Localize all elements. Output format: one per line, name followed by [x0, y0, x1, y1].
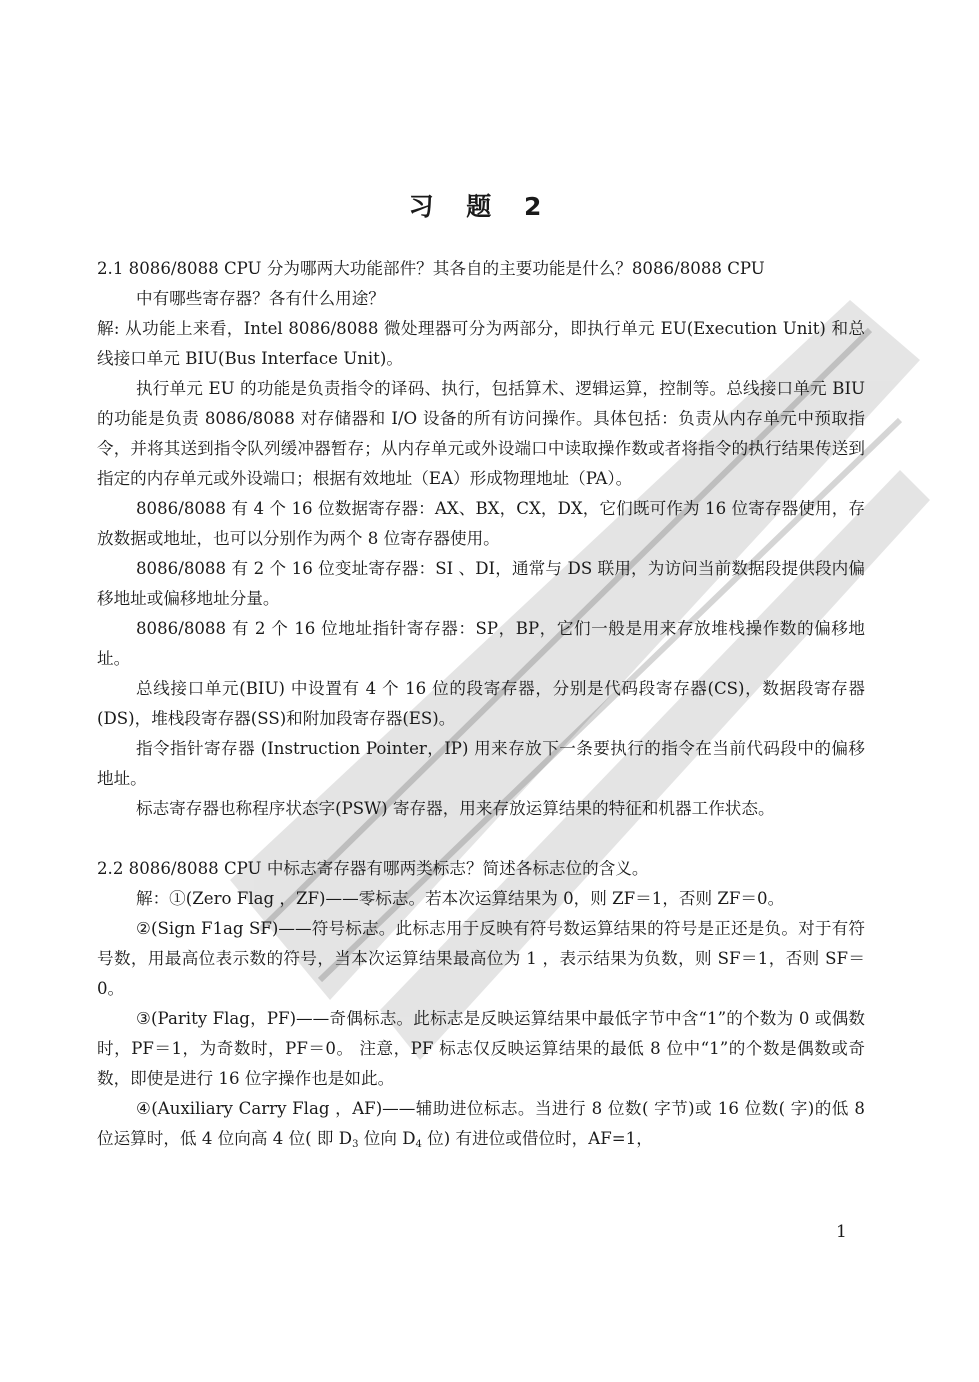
question-2-1-line1: 2.1 8086/8088 CPU 分为哪两大功能部件？其各自的主要功能是什么？8086/8088 CPU	[97, 259, 765, 278]
page-number: 1	[836, 1222, 847, 1242]
answer-paragraph: 8086/8088 有 2 个 16 位变址寄存器：SI 、DI，通常与 DS 联用，为访问当前数据段提供段内偏移地址或偏移地址分量。	[97, 559, 865, 608]
answer-paragraph: 指令指针寄存器 (Instruction Pointer，IP) 用来存放下一条要执行的指令在当前代码段中的偏移地址。	[97, 739, 865, 788]
answer-paragraph: 解：①(Zero Flag ，ZF)——零标志。若本次运算结果为 0，则 ZF＝1，否则 ZF＝0。	[136, 889, 785, 908]
answer-paragraph	[97, 1094, 865, 1154]
answer-paragraph: ②(Sign F1ag SF)——符号标志。此标志用于反映有符号数运算结果的符号是正还是负。对于有符号数，用最高位表示数的符号，当本次运算结果最高位为 1 ，表示结果为负数，则 SF＝1，否则 SF＝0。	[97, 919, 865, 998]
answer-paragraph: 8086/8088 有 4 个 16 位数据寄存器：AX、BX，CX，DX，它们既可作为 16 位寄存器使用，存放数据或地址，也可以分别作为两个 8 位寄存器使用。	[97, 499, 865, 548]
question-2-2: 2.2 8086/8088 CPU 中标志寄存器有哪两类标志？简述各标志位的含义。	[97, 859, 649, 878]
text-run: 位) 有进位或借位时，AF=1，	[421, 1129, 653, 1148]
question-2-1-line2: 中有哪些寄存器？各有什么用途？	[136, 289, 385, 308]
page-title: 习 题 2	[408, 192, 554, 221]
answer-paragraph: 解: 从功能上来看，Intel 8086/8088 微处理器可分为两部分，即执行单元 EU(Execution Unit) 和总线接口单元 BIU(Bus Interface Unit)。	[97, 319, 865, 368]
answer-paragraph: 8086/8088 有 2 个 16 位地址指针寄存器：SP，BP，它们一般是用来存放堆栈操作数的偏移地址。	[97, 619, 865, 668]
page-content	[97, 190, 865, 1154]
answer-paragraph: 总线接口单元(BIU) 中设置有 4 个 16 位的段寄存器，分别是代码段寄存器(CS)，数据段寄存器(DS)，堆栈段寄存器(SS)和附加段寄存器(ES)。	[97, 679, 865, 728]
text-run: 位向 D	[358, 1129, 416, 1148]
subscript: 4	[415, 1139, 422, 1150]
section-gap	[97, 824, 865, 854]
answer-paragraph: 执行单元 EU 的功能是负责指令的译码、执行，包括算术、逻辑运算，控制等。总线接口单元 BIU 的功能是负责 8086/8088 对存储器和 I/O 设备的所有访问操作。具体包括：负责从内存单元中预取指令，并将其送到指令队列缓冲器暂存；从内存单元或外设端口中读取操作数或者将指令的执行结果传送到指定的内存单元或外设端口；根据有效地址（EA）形成物理地址（PA）。	[97, 379, 865, 488]
answer-paragraph: 标志寄存器也称程序状态字(PSW) 寄存器，用来存放运算结果的特征和机器工作状态。	[136, 799, 775, 818]
answer-paragraph: ③(Parity Flag，PF)——奇偶标志。此标志是反映运算结果中最低字节中含“1”的个数为 0 或偶数时，PF＝1，为奇数时，PF＝0。 注意，PF 标志仅反映运算结果的最低 8 位中“1”的个数是偶数或奇数，即使是进行 16 位字操作也是如此。	[97, 1009, 865, 1088]
subscript: 3	[352, 1139, 359, 1150]
text-run: ④(Auxiliary Carry Flag ，AF)——辅助进位标志。当进行 8 位数( 字节)或 16 位数( 字)的低 8 位运算时，低 4 位向高 4 位( 即 D	[97, 1099, 865, 1148]
